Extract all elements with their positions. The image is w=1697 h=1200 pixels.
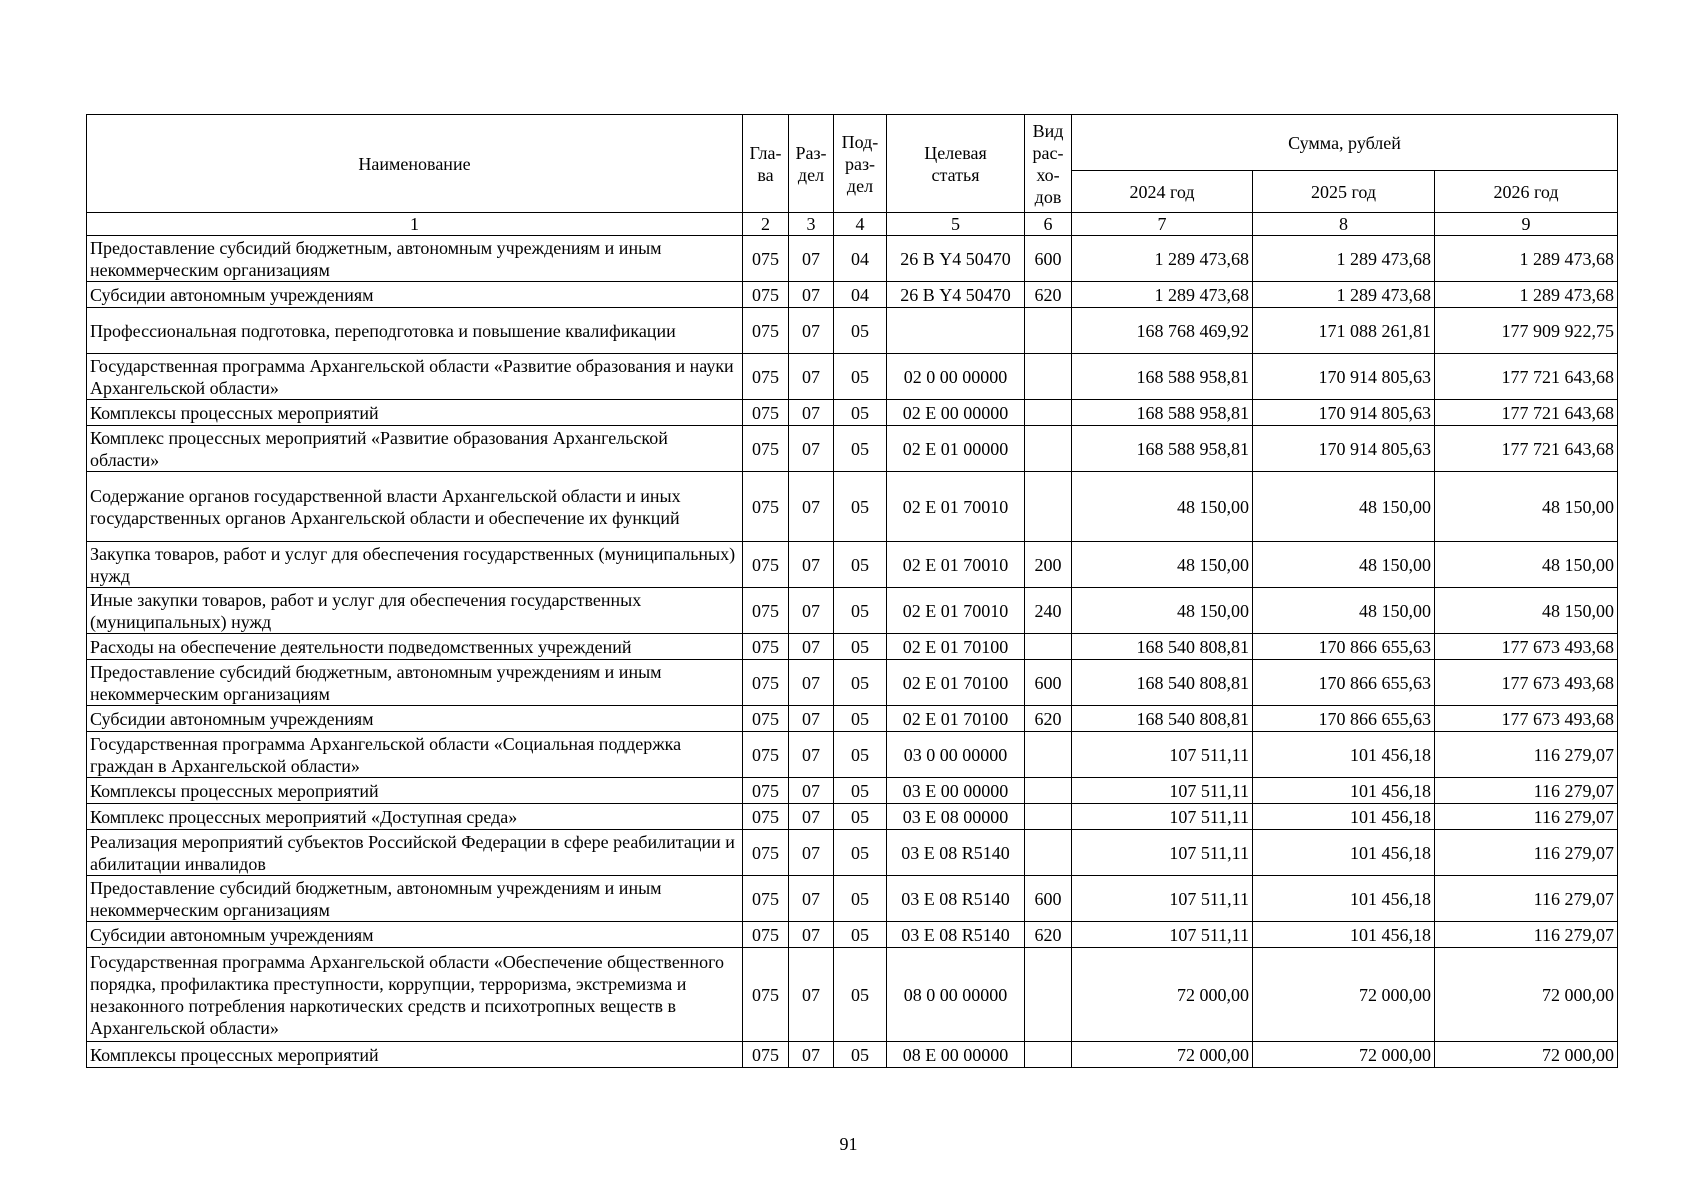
row-sum-2025: 101 456,18 [1253,804,1435,830]
row-vid [1025,804,1072,830]
row-razdel: 07 [789,1042,834,1068]
budget-table [86,114,1618,1068]
row-sum-2026: 116 279,07 [1435,922,1618,948]
row-vid: 600 [1025,660,1072,706]
row-sum-2026: 72 000,00 [1435,948,1618,1042]
col-number: 6 [1025,213,1072,236]
row-sum-2025: 48 150,00 [1253,472,1435,542]
row-name: Реализация мероприятий субъектов Российской Федерации в сфере реабилитации и абилитации инвалидов [87,830,743,876]
row-glava: 075 [743,778,789,804]
table-row [87,542,1618,588]
row-sum-2024: 107 511,11 [1072,830,1253,876]
row-razdel: 07 [789,804,834,830]
row-vid [1025,472,1072,542]
row-glava: 075 [743,1042,789,1068]
table-row [87,778,1618,804]
row-podrazdel: 05 [834,876,887,922]
row-vid: 600 [1025,236,1072,282]
row-razdel: 07 [789,282,834,308]
row-vid [1025,830,1072,876]
table-row [87,282,1618,308]
row-sum-2025: 101 456,18 [1253,922,1435,948]
row-glava: 075 [743,830,789,876]
table-row [87,922,1618,948]
row-name: Закупка товаров, работ и услуг для обеспечения государственных (муниципальных) нужд [87,542,743,588]
row-vid: 240 [1025,588,1072,634]
row-vid: 200 [1025,542,1072,588]
row-name: Комплексы процессных мероприятий [87,778,743,804]
row-name: Субсидии автономным учреждениям [87,282,743,308]
row-sum-2024: 107 511,11 [1072,778,1253,804]
row-target: 03 Е 08 R5140 [887,830,1025,876]
row-sum-2025: 101 456,18 [1253,778,1435,804]
row-name: Комплексы процессных мероприятий [87,400,743,426]
row-sum-2025: 170 866 655,63 [1253,634,1435,660]
row-sum-2026: 177 721 643,68 [1435,426,1618,472]
row-sum-2024: 48 150,00 [1072,588,1253,634]
row-podrazdel: 05 [834,426,887,472]
row-sum-2025: 171 088 261,81 [1253,308,1435,354]
row-sum-2024: 72 000,00 [1072,948,1253,1042]
row-sum-2024: 72 000,00 [1072,1042,1253,1068]
row-sum-2024: 107 511,11 [1072,922,1253,948]
row-razdel: 07 [789,400,834,426]
col-number: 3 [789,213,834,236]
row-sum-2026: 177 909 922,75 [1435,308,1618,354]
row-podrazdel: 05 [834,354,887,400]
row-sum-2026: 48 150,00 [1435,588,1618,634]
row-glava: 075 [743,948,789,1042]
row-razdel: 07 [789,354,834,400]
col-number: 2 [743,213,789,236]
row-razdel: 07 [789,830,834,876]
row-sum-2025: 170 914 805,63 [1253,426,1435,472]
page-number: 91 [839,1134,858,1154]
row-sum-2025: 1 289 473,68 [1253,236,1435,282]
header-podrazdel: Под- раз- дел [834,115,887,213]
row-name: Государственная программа Архангельской области «Социальная поддержка граждан в Архангельской области» [87,732,743,778]
row-podrazdel: 05 [834,830,887,876]
row-name: Субсидии автономным учреждениям [87,706,743,732]
row-glava: 075 [743,236,789,282]
row-name: Комплексы процессных мероприятий [87,1042,743,1068]
col-number: 1 [87,213,743,236]
row-sum-2026: 177 673 493,68 [1435,660,1618,706]
row-sum-2025: 170 866 655,63 [1253,706,1435,732]
row-sum-2025: 48 150,00 [1253,542,1435,588]
row-sum-2025: 101 456,18 [1253,830,1435,876]
row-target: 26 В Y4 50470 [887,236,1025,282]
table-row [87,830,1618,876]
row-razdel: 07 [789,732,834,778]
row-podrazdel: 05 [834,1042,887,1068]
row-name: Субсидии автономным учреждениям [87,922,743,948]
row-sum-2026: 177 673 493,68 [1435,706,1618,732]
table-row [87,732,1618,778]
col-number: 5 [887,213,1025,236]
row-podrazdel: 05 [834,732,887,778]
row-podrazdel: 05 [834,400,887,426]
table-row [87,804,1618,830]
row-razdel: 07 [789,634,834,660]
row-razdel: 07 [789,588,834,634]
row-sum-2026: 1 289 473,68 [1435,236,1618,282]
row-podrazdel: 05 [834,634,887,660]
row-razdel: 07 [789,426,834,472]
table-body [87,236,1618,1068]
row-sum-2026: 177 673 493,68 [1435,634,1618,660]
row-glava: 075 [743,634,789,660]
table-row [87,426,1618,472]
table-row [87,588,1618,634]
col-number: 8 [1253,213,1435,236]
row-target: 02 Е 01 70100 [887,660,1025,706]
row-glava: 075 [743,660,789,706]
row-sum-2025: 170 866 655,63 [1253,660,1435,706]
col-number: 9 [1435,213,1618,236]
row-sum-2026: 48 150,00 [1435,542,1618,588]
row-sum-2026: 1 289 473,68 [1435,282,1618,308]
header-razdel: Раз- дел [789,115,834,213]
row-razdel: 07 [789,948,834,1042]
row-podrazdel: 05 [834,778,887,804]
row-target: 08 Е 00 00000 [887,1042,1025,1068]
table-row [87,634,1618,660]
row-razdel: 07 [789,308,834,354]
header-target: Целевая статья [887,115,1025,213]
row-razdel: 07 [789,542,834,588]
row-razdel: 07 [789,706,834,732]
row-vid [1025,400,1072,426]
row-name: Предоставление субсидий бюджетным, автономным учреждениям и иным некоммерческим организациям [87,660,743,706]
row-name: Предоставление субсидий бюджетным, автономным учреждениям и иным некоммерческим организациям [87,876,743,922]
row-vid: 620 [1025,922,1072,948]
row-glava: 075 [743,732,789,778]
row-sum-2024: 48 150,00 [1072,542,1253,588]
table-row [87,876,1618,922]
row-podrazdel: 05 [834,922,887,948]
row-razdel: 07 [789,236,834,282]
row-sum-2024: 168 768 469,92 [1072,308,1253,354]
row-sum-2026: 177 721 643,68 [1435,354,1618,400]
row-podrazdel: 05 [834,804,887,830]
header-name: Наименование [87,115,743,213]
header-year-2024: 2024 год [1072,171,1253,213]
row-name: Содержание органов государственной власти Архангельской области и иных государственных органов Архангельской области и обеспечение их функций [87,472,743,542]
row-sum-2025: 72 000,00 [1253,1042,1435,1068]
table-row [87,948,1618,1042]
row-sum-2026: 116 279,07 [1435,804,1618,830]
row-vid [1025,634,1072,660]
row-target [887,308,1025,354]
table-row [87,236,1618,282]
table-row [87,1042,1618,1068]
row-vid [1025,354,1072,400]
header-glava: Гла- ва [743,115,789,213]
header-sum: Сумма, рублей [1072,115,1618,171]
row-sum-2026: 72 000,00 [1435,1042,1618,1068]
row-razdel: 07 [789,922,834,948]
row-glava: 075 [743,354,789,400]
table-row [87,308,1618,354]
row-sum-2024: 168 588 958,81 [1072,354,1253,400]
row-razdel: 07 [789,472,834,542]
row-vid [1025,308,1072,354]
table-row [87,354,1618,400]
row-glava: 075 [743,472,789,542]
row-sum-2024: 168 540 808,81 [1072,660,1253,706]
row-glava: 075 [743,282,789,308]
row-sum-2026: 116 279,07 [1435,876,1618,922]
row-vid [1025,426,1072,472]
row-vid [1025,948,1072,1042]
row-sum-2024: 107 511,11 [1072,804,1253,830]
row-sum-2025: 170 914 805,63 [1253,354,1435,400]
row-target: 08 0 00 00000 [887,948,1025,1042]
row-name: Комплекс процессных мероприятий «Развитие образования Архангельской области» [87,426,743,472]
table-header [87,115,1618,236]
column-number-row [87,213,1618,236]
row-podrazdel: 04 [834,236,887,282]
row-target: 02 Е 01 70100 [887,706,1025,732]
row-sum-2026: 116 279,07 [1435,830,1618,876]
row-glava: 075 [743,426,789,472]
row-sum-2025: 101 456,18 [1253,732,1435,778]
header-year-2025: 2025 год [1253,171,1435,213]
row-sum-2025: 170 914 805,63 [1253,400,1435,426]
row-target: 02 0 00 00000 [887,354,1025,400]
row-name: Иные закупки товаров, работ и услуг для обеспечения государственных (муниципальных) нужд [87,588,743,634]
row-glava: 075 [743,400,789,426]
col-number: 7 [1072,213,1253,236]
row-sum-2024: 168 540 808,81 [1072,634,1253,660]
col-number: 4 [834,213,887,236]
row-sum-2024: 168 540 808,81 [1072,706,1253,732]
row-glava: 075 [743,706,789,732]
row-sum-2026: 48 150,00 [1435,472,1618,542]
row-razdel: 07 [789,660,834,706]
row-name: Профессиональная подготовка, переподготовка и повышение квалификации [87,308,743,354]
row-target: 03 Е 00 00000 [887,778,1025,804]
row-sum-2024: 1 289 473,68 [1072,282,1253,308]
row-sum-2026: 177 721 643,68 [1435,400,1618,426]
row-target: 02 Е 01 70010 [887,542,1025,588]
row-name: Государственная программа Архангельской области «Развитие образования и науки Архангельской области» [87,354,743,400]
row-vid [1025,778,1072,804]
row-sum-2024: 107 511,11 [1072,876,1253,922]
row-glava: 075 [743,804,789,830]
row-sum-2025: 72 000,00 [1253,948,1435,1042]
row-sum-2024: 168 588 958,81 [1072,400,1253,426]
table-row [87,660,1618,706]
row-sum-2026: 116 279,07 [1435,732,1618,778]
row-name: Комплекс процессных мероприятий «Доступная среда» [87,804,743,830]
row-razdel: 07 [789,778,834,804]
row-target: 02 Е 01 70010 [887,472,1025,542]
row-podrazdel: 05 [834,308,887,354]
row-glava: 075 [743,542,789,588]
row-sum-2025: 1 289 473,68 [1253,282,1435,308]
row-podrazdel: 04 [834,282,887,308]
row-vid: 620 [1025,282,1072,308]
table-row [87,472,1618,542]
row-podrazdel: 05 [834,542,887,588]
row-target: 02 Е 00 00000 [887,400,1025,426]
row-vid: 620 [1025,706,1072,732]
row-podrazdel: 05 [834,472,887,542]
row-target: 03 Е 08 R5140 [887,922,1025,948]
row-target: 26 В Y4 50470 [887,282,1025,308]
row-glava: 075 [743,876,789,922]
row-name: Предоставление субсидий бюджетным, автономным учреждениям и иным некоммерческим организациям [87,236,743,282]
row-glava: 075 [743,588,789,634]
row-razdel: 07 [789,876,834,922]
row-podrazdel: 05 [834,706,887,732]
row-vid: 600 [1025,876,1072,922]
row-sum-2024: 48 150,00 [1072,472,1253,542]
header-vid: Вид рас- хо- дов [1025,115,1072,213]
table-row [87,400,1618,426]
row-sum-2026: 116 279,07 [1435,778,1618,804]
row-target: 03 Е 08 R5140 [887,876,1025,922]
row-target: 03 Е 08 00000 [887,804,1025,830]
row-target: 03 0 00 00000 [887,732,1025,778]
row-target: 02 Е 01 70100 [887,634,1025,660]
row-sum-2025: 101 456,18 [1253,876,1435,922]
header-year-2026: 2026 год [1435,171,1618,213]
row-sum-2024: 1 289 473,68 [1072,236,1253,282]
row-target: 02 Е 01 70010 [887,588,1025,634]
row-target: 02 Е 01 00000 [887,426,1025,472]
row-name: Государственная программа Архангельской области «Обеспечение общественного порядка, профилактика преступности, коррупции, терроризма, экстремизма и незаконного потребления наркотических средств и психотропных веществ в Архангельской области» [87,948,743,1042]
row-sum-2024: 107 511,11 [1072,732,1253,778]
row-vid [1025,1042,1072,1068]
row-name: Расходы на обеспечение деятельности подведомственных учреждений [87,634,743,660]
row-sum-2025: 48 150,00 [1253,588,1435,634]
row-podrazdel: 05 [834,948,887,1042]
row-sum-2024: 168 588 958,81 [1072,426,1253,472]
table-row [87,706,1618,732]
row-podrazdel: 05 [834,588,887,634]
row-glava: 075 [743,308,789,354]
row-podrazdel: 05 [834,660,887,706]
row-vid [1025,732,1072,778]
row-glava: 075 [743,922,789,948]
